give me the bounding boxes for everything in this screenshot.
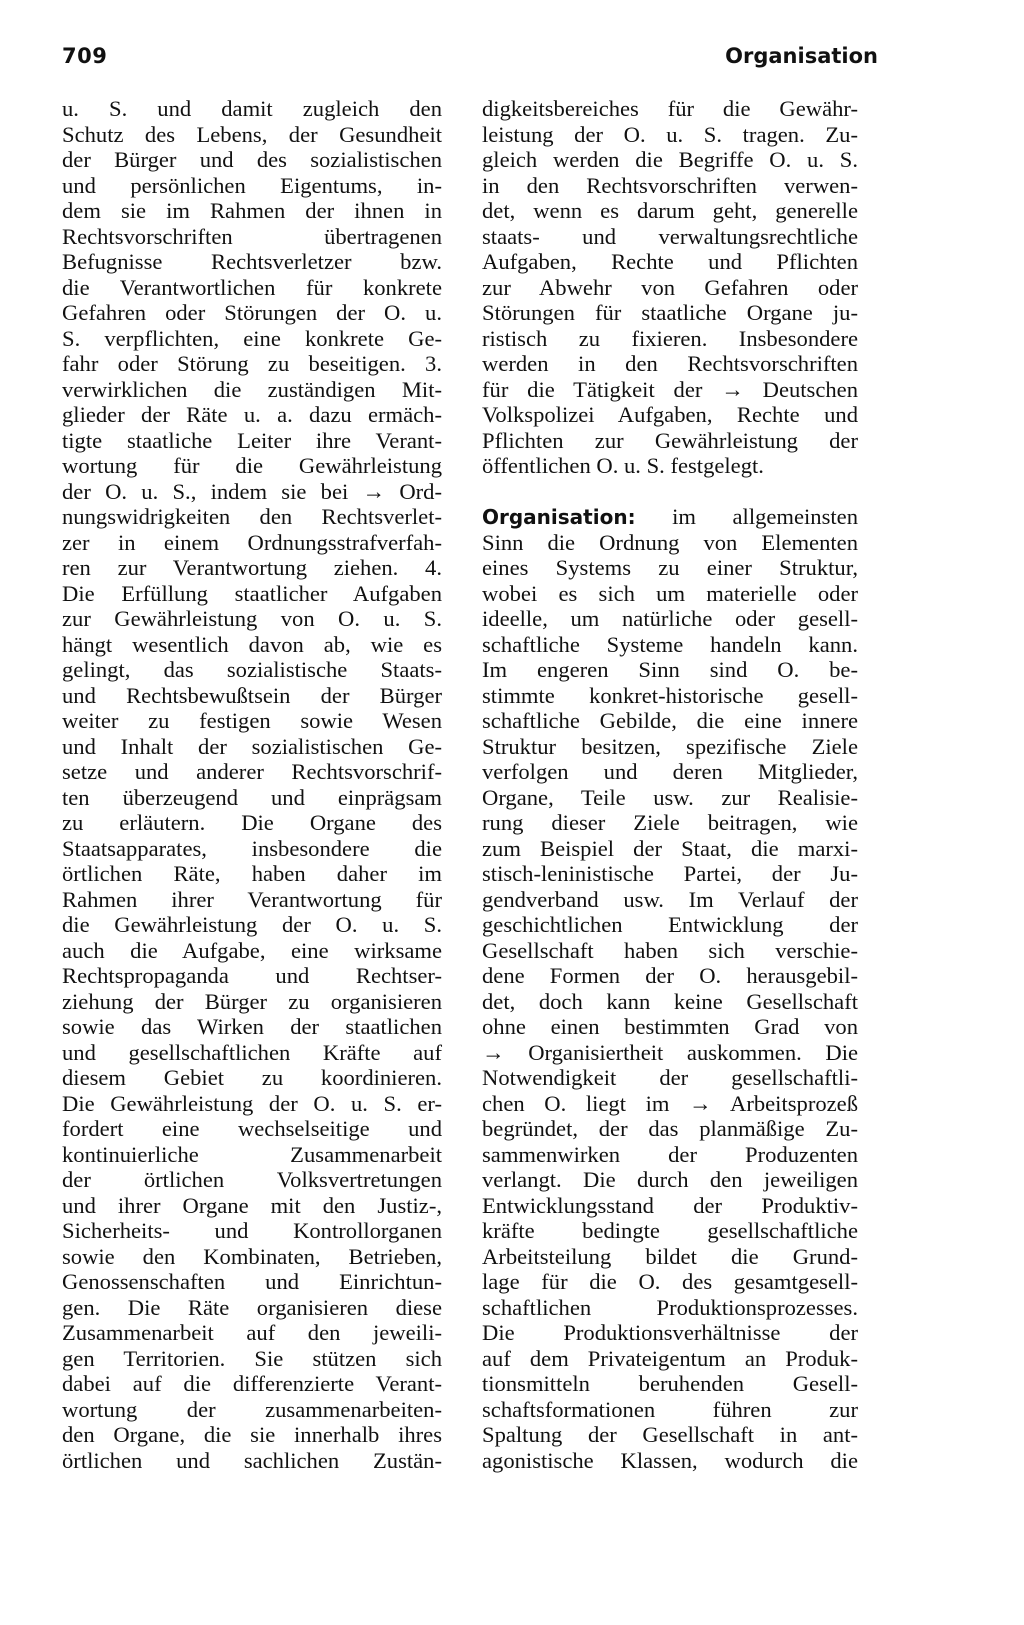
running-head: Organisation [725,44,878,68]
text-line: Rechtspropaganda und Rechtser- [62,963,442,988]
text-line: gelingt, das sozialistische Staats- [62,657,442,682]
text-line: Rechtsvorschriften übertragenen [62,223,442,249]
text-line: dem sie im Rahmen der ihnen in [62,198,442,223]
text-line: wortung der zusammenarbeiten- [62,1396,442,1422]
text-line: Schutz des Lebens, der Gesundheit [62,121,442,147]
text-line: schaftliche Gebilde, die eine innere [482,708,858,733]
text-line: Gefahren oder Störungen der O. u. [62,300,442,325]
text-line: Struktur besitzen, spezifische Ziele [482,733,858,759]
text-line: und ihrer Organe mit den Justiz-, [62,1192,442,1218]
text-line: Genossenschaften und Einrichtun- [62,1269,442,1294]
text-line: stimmte konkret-historische gesell- [482,682,858,708]
text-line: geschichtlichen Entwicklung der [482,912,858,937]
text-line: der O. u. S., indem sie bei → Ord- [62,478,442,504]
text-line: stisch-leninistische Partei, der Ju- [482,861,858,886]
text-line: kontinuierliche Zusammenarbeit [62,1141,442,1167]
text-line: Die Produktionsverhältnisse der [482,1320,858,1345]
text-line: sammenwirken der Produzenten [482,1141,858,1167]
text-line: verwirklichen die zuständigen Mit- [62,376,442,402]
text-line: fahr oder Störung zu beseitigen. 3. [62,351,442,376]
text-line: zur Gewährleistung von O. u. S. [62,606,442,631]
text-line: ideelle, um natürliche oder gesell- [482,606,858,631]
text-line: und persönlichen Eigentums, in- [62,172,442,198]
text-line: örtlichen und sachlichen Zustän- [62,1447,442,1473]
text-line: Im engeren Sinn sind O. be- [482,657,858,682]
text-line: ren zur Verantwortung ziehen. 4. [62,555,442,580]
text-line: diesem Gebiet zu koordinieren. [62,1065,442,1090]
text-line: Gesellschaft haben sich verschie- [482,937,858,963]
text-line: den Organe, die sie innerhalb ihres [62,1422,442,1447]
text-line: in den Rechtsvorschriften verwen- [482,172,858,198]
text-line: Sicherheits- und Kontrollorganen [62,1218,442,1243]
text-line: ziehung der Bürger zu organisieren [62,988,442,1014]
text-line: setze und anderer Rechtsvorschrif- [62,759,442,784]
text-line: gendverband usw. Im Verlauf der [482,886,858,912]
text-line: sowie den Kombinaten, Betrieben, [62,1243,442,1269]
text-line: ohne einen bestimmten Grad von [482,1014,858,1039]
text-line: weiter zu festigen sowie Wesen [62,708,442,733]
text-line: Organe, Teile usw. zur Realisie- [482,784,858,810]
text-line: Befugnisse Rechtsverletzer bzw. [62,249,442,274]
text-line: sowie das Wirken der staatlichen [62,1014,442,1039]
text-line: agonistische Klassen, wodurch die [482,1447,858,1473]
text-line: und gesellschaftlichen Kräfte auf [62,1039,442,1065]
text-line: schaftliche Systeme handeln kann. [482,631,858,657]
text-line: schaftsformationen führen zur [482,1396,858,1422]
text-line: staats- und verwaltungsrechtliche [482,223,858,249]
text-line: Notwendigkeit der gesellschaftli- [482,1065,858,1090]
entry-keyword: Organisation: [482,505,636,529]
text-line: → Organisiertheit auskommen. Die [482,1039,858,1065]
text-line: der Bürger und des sozialistischen [62,147,442,172]
text-line: zu erläutern. Die Organe des [62,810,442,835]
entry-gap [482,479,858,505]
text-line: tigte staatliche Leiter ihre Verant- [62,427,442,453]
left-column [62,96,442,1473]
text-line: ristisch zu fixieren. Insbesondere [482,325,858,351]
text-line: Die Gewährleistung der O. u. S. er- [62,1090,442,1116]
text-line: nungswidrigkeiten den Rechtsverlet- [62,504,442,529]
text-line: Rahmen ihrer Verantwortung für [62,886,442,912]
text-line: hängt wesentlich davon ab, wie es [62,631,442,657]
text-line: chen O. liegt im → Arbeitsprozeß [482,1090,858,1116]
text-line: Zusammenarbeit auf den jeweili- [62,1320,442,1345]
text-line: tionsmitteln beruhenden Gesell- [482,1371,858,1396]
text-line: begründet, der das planmäßige Zu- [482,1116,858,1141]
text-line: leistung der O. u. S. tragen. Zu- [482,121,858,147]
text-line: auch die Aufgabe, eine wirksame [62,937,442,963]
text-line: rung dieser Ziele beitragen, wie [482,810,858,835]
text-line: dabei auf die differenzierte Verant- [62,1371,442,1396]
text-line: der örtlichen Volksvertretungen [62,1167,442,1192]
text-line: und Inhalt der sozialistischen Ge- [62,733,442,759]
text-line: Pflichten zur Gewährleistung der [482,427,858,453]
text-line: Volkspolizei Aufgaben, Rechte und [482,402,858,427]
text-line: Entwicklungsstand der Produktiv- [482,1192,858,1218]
text-line: gen. Die Räte organisieren diese [62,1294,442,1320]
entry-first-line [482,504,858,530]
page-number: 709 [62,44,108,68]
text-line: verfolgen und deren Mitglieder, [482,759,858,784]
text-line: örtlichen Räte, haben daher im [62,861,442,886]
text-line: verlangt. Die durch den jeweiligen [482,1167,858,1192]
text-line: dene Formen der O. herausgebil- [482,963,858,988]
text-line: det, doch kann keine Gesellschaft [482,988,858,1014]
text-line: zur Abwehr von Gefahren oder [482,274,858,300]
text-line: S. verpflichten, eine konkrete Ge- [62,325,442,351]
entry-body [482,530,858,1474]
text-line: u. S. und damit zugleich den [62,96,442,121]
text-line: Staatsapparates, insbesondere die [62,835,442,861]
text-line: gen Territorien. Sie stützen sich [62,1345,442,1371]
text-line: öffentlichen O. u. S. festgelegt. [482,453,764,478]
text-line: und Rechtsbewußtsein der Bürger [62,682,442,708]
entry-first-line-text: im allgemeinsten [635,504,858,529]
text-line: die Verantwortlichen für konkrete [62,274,442,300]
text-line: glieder der Räte u. a. dazu ermäch- [62,402,442,427]
text-line: zum Beispiel der Staat, die marxi- [482,835,858,861]
text-line: zer in einem Ordnungsstrafverfah- [62,529,442,555]
text-line: Aufgaben, Rechte und Pflichten [482,249,858,274]
text-line: Spaltung der Gesellschaft in ant- [482,1422,858,1447]
text-line: gleich werden die Begriffe O. u. S. [482,147,858,172]
text-line: auf dem Privateigentum an Produk- [482,1345,858,1371]
text-line: wortung für die Gewährleistung [62,453,442,478]
text-line: die Gewährleistung der O. u. S. [62,912,442,937]
text-line: Störungen für staatliche Organe ju- [482,300,858,325]
right-column-continuation [482,96,858,479]
text-line: für die Tätigkeit der → Deutschen [482,376,858,402]
text-line: digkeitsbereiches für die Gewähr- [482,96,858,121]
text-line: fordert eine wechselseitige und [62,1116,442,1141]
right-column [482,96,858,1473]
text-line: eines Systems zu einer Struktur, [482,555,858,580]
text-line: Sinn die Ordnung von Elementen [482,529,858,555]
text-line: det, wenn es darum geht, generelle [482,198,858,223]
text-line: kräfte bedingte gesellschaftliche [482,1218,858,1243]
text-line: ten überzeugend und einprägsam [62,784,442,810]
text-line: Die Erfüllung staatlicher Aufgaben [62,580,442,606]
text-line: schaftlichen Produktionsprozesses. [482,1294,858,1320]
text-line: wobei es sich um materielle oder [482,580,858,606]
text-line: Arbeitsteilung bildet die Grund- [482,1243,858,1269]
text-line: werden in den Rechtsvorschriften [482,351,858,376]
text-line: lage für die O. des gesamtgesell- [482,1269,858,1294]
